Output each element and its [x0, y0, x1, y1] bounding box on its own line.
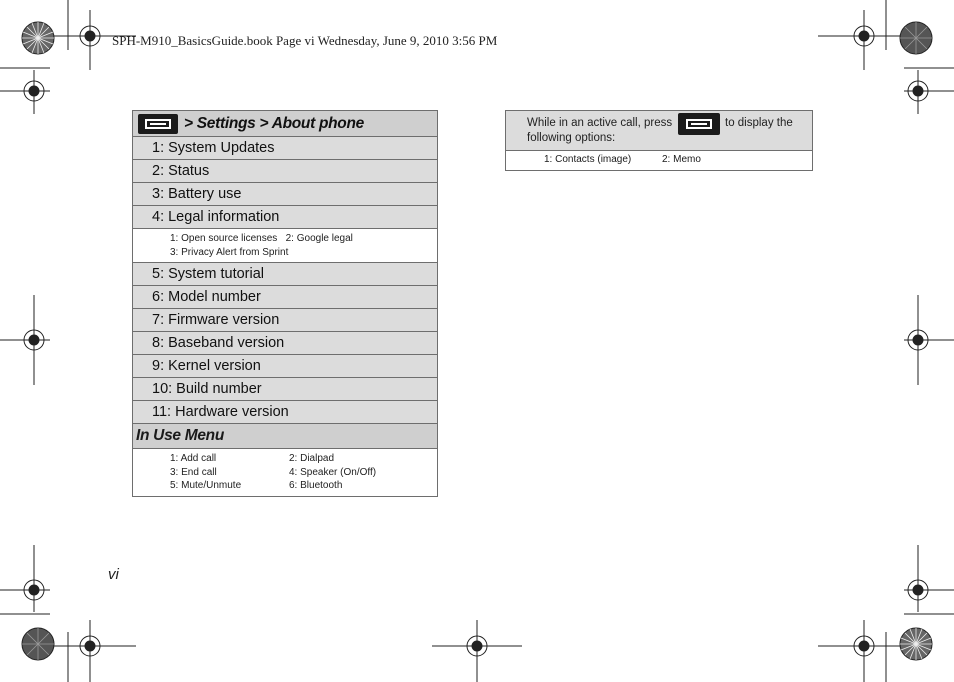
registration-mark-l1: [0, 70, 50, 114]
menu-key-icon: [678, 113, 720, 135]
in-use-options: [133, 448, 437, 496]
menu-item: 10: Build number: [133, 377, 437, 400]
sub-option: 2: Google legal: [285, 233, 353, 244]
active-call-options: [506, 150, 812, 170]
starburst-tl: [22, 22, 54, 54]
in-use-menu-title: In Use Menu: [133, 423, 437, 448]
header-path: > Settings > About phone: [184, 114, 364, 132]
sub-option: 3: Privacy Alert from Sprint: [170, 246, 289, 258]
in-use-option: 6: Bluetooth: [289, 480, 343, 491]
registration-mark-l2: [0, 295, 50, 385]
starburst-bl: [22, 628, 54, 660]
starburst-tr: [900, 22, 932, 54]
registration-mark-r2: [904, 295, 954, 385]
menu-key-icon: [138, 114, 178, 134]
registration-mark-l3: [0, 545, 50, 612]
menu-item: 8: Baseband version: [133, 331, 437, 354]
legal-sub-options: [133, 228, 437, 262]
registration-mark-r1: [904, 70, 954, 114]
table-header: [133, 111, 437, 136]
menu-item: 3: Battery use: [133, 182, 437, 205]
page-number: vi: [108, 566, 119, 583]
book-header: SPH-M910_BasicsGuide.book Page vi Wednesday, June 9, 2010 3:56 PM: [112, 33, 498, 48]
in-use-option: 1: Add call: [170, 453, 217, 464]
instruction-text: to display the: [725, 117, 793, 129]
registration-mark-bc: [432, 620, 522, 682]
menu-item: 9: Kernel version: [133, 354, 437, 377]
menu-item: 2: Status: [133, 159, 437, 182]
starburst-br: [900, 628, 932, 660]
sub-option: 1: Open source licenses: [170, 233, 278, 244]
in-use-option: 2: Dialpad: [289, 453, 335, 464]
registration-mark-bl: [48, 620, 136, 682]
in-use-option: 3: End call: [170, 466, 217, 478]
registration-mark-tr: [818, 10, 906, 70]
menu-item: 1: System Updates: [133, 136, 437, 159]
in-use-option: 4: Speaker (On/Off): [289, 466, 377, 478]
menu-item: 4: Legal information: [133, 205, 437, 228]
option: 2: Memo: [662, 154, 701, 165]
instruction-text: following options:: [527, 131, 616, 144]
menu-item: 11: Hardware version: [133, 400, 437, 423]
registration-mark-r3: [904, 545, 954, 612]
menu-item: 6: Model number: [133, 285, 437, 308]
active-call-instructions: [506, 111, 812, 150]
registration-mark-br: [818, 620, 906, 682]
instruction-text: While in an active call, press: [527, 117, 673, 129]
menu-item: 7: Firmware version: [133, 308, 437, 331]
in-use-option: 5: Mute/Unmute: [170, 480, 242, 491]
active-call-table: [505, 110, 813, 171]
option: 1: Contacts (image): [544, 154, 632, 165]
settings-about-phone-table: [132, 110, 438, 497]
menu-item: 5: System tutorial: [133, 262, 437, 285]
